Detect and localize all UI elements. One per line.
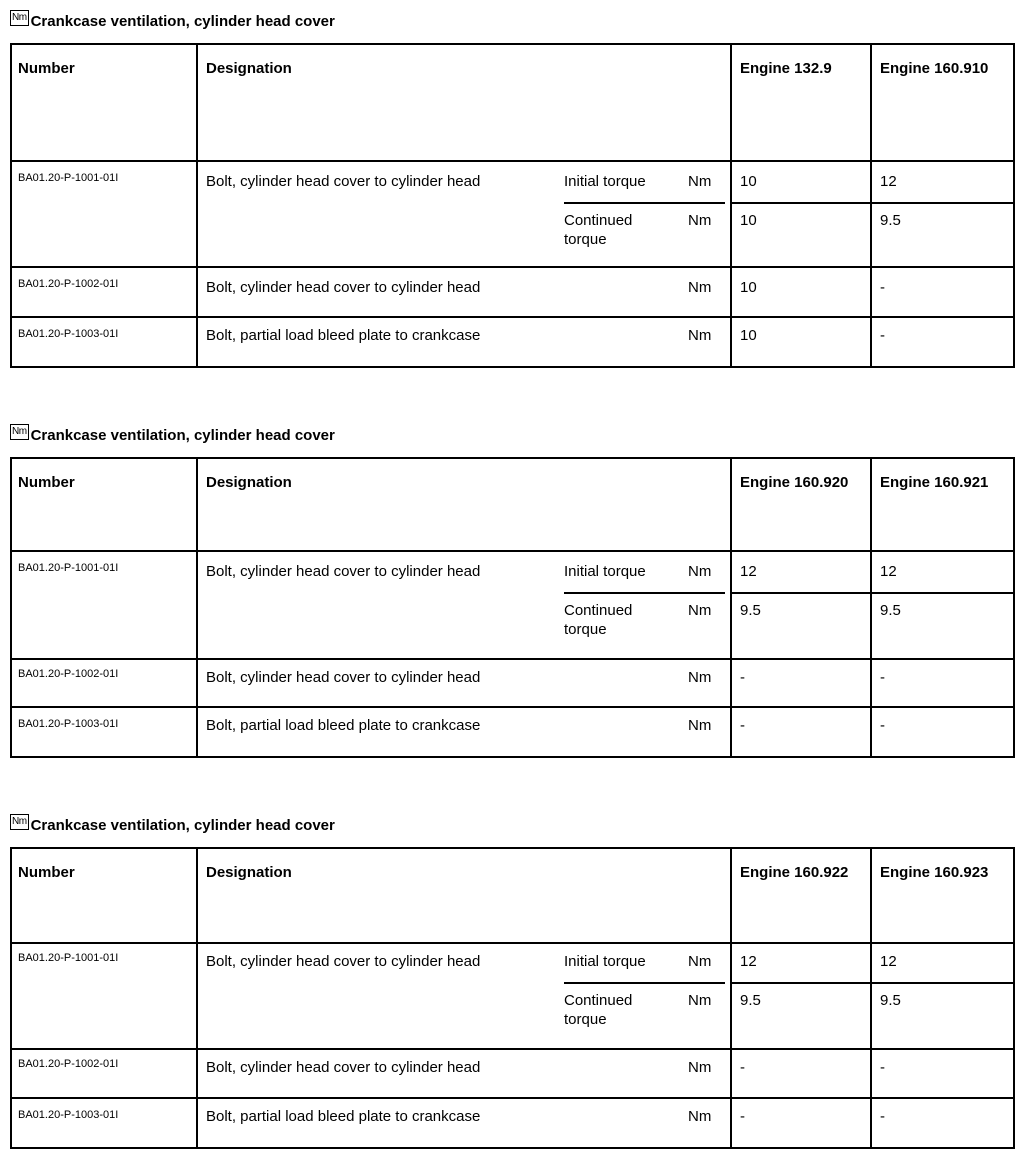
- row-value-engine-2: -: [880, 279, 885, 296]
- torque-nm-icon: Nm: [10, 10, 29, 26]
- row-designation: Bolt, cylinder head cover to cylinder head: [206, 953, 481, 970]
- initial-torque-engine-1: 12: [740, 563, 757, 580]
- table-row: [11, 943, 1014, 1049]
- header-engine-1: Engine 160.922: [740, 864, 849, 881]
- row-value-engine-1: -: [740, 1108, 745, 1125]
- row-number: BA01.20-P-1002-01I: [18, 1058, 119, 1070]
- section-title-text: Crankcase ventilation, cylinder head cover: [30, 816, 335, 834]
- continued-torque-unit: Nm: [688, 592, 725, 652]
- row-designation: Bolt, cylinder head cover to cylinder head: [206, 173, 481, 190]
- row-number: BA01.20-P-1003-01I: [18, 1109, 119, 1121]
- header-engine-1: Engine 132.9: [740, 60, 832, 77]
- row-unit: Nm: [688, 1108, 712, 1125]
- row-number: BA01.20-P-1002-01I: [18, 668, 119, 680]
- header-number: Number: [18, 60, 75, 77]
- continued-torque-unit: Nm: [688, 982, 725, 1042]
- row-value-engine-2: -: [880, 1108, 885, 1125]
- row-value-engine-2: -: [880, 1059, 885, 1076]
- continued-torque-unit: Nm: [688, 202, 725, 260]
- row-value-engine-2: -: [880, 717, 885, 734]
- table-row: [11, 161, 1014, 267]
- initial-torque-engine-1: 10: [740, 173, 757, 190]
- initial-torque-label: Initial torque: [564, 173, 646, 190]
- continued-torque-label: Continued torque: [564, 202, 688, 260]
- row-unit: Nm: [688, 669, 712, 686]
- row-value-engine-1: -: [740, 1059, 745, 1076]
- row-designation: Bolt, partial load bleed plate to crankcase: [206, 1108, 481, 1125]
- initial-torque-unit: Nm: [688, 173, 712, 190]
- row-number: BA01.20-P-1003-01I: [18, 718, 119, 730]
- continued-torque-engine-2: 9.5: [872, 592, 1013, 620]
- table-row: [11, 1049, 1014, 1098]
- continued-torque-engine-2: 9.5: [872, 202, 1013, 230]
- header-engine-2: Engine 160.923: [880, 864, 989, 881]
- header-engine-1: Engine 160.920: [740, 474, 849, 491]
- row-value-engine-1: 10: [740, 279, 757, 296]
- continued-torque-engine-1: 10: [732, 202, 870, 230]
- table-row: [11, 659, 1014, 707]
- table-row: [11, 317, 1014, 367]
- section-title: [10, 814, 335, 836]
- row-unit: Nm: [688, 717, 712, 734]
- row-unit: Nm: [688, 327, 712, 344]
- table-header-row: [11, 44, 1014, 161]
- initial-torque-label: Initial torque: [564, 563, 646, 580]
- row-designation: Bolt, partial load bleed plate to crankcase: [206, 327, 481, 344]
- table-header-row: [11, 458, 1014, 551]
- row-designation: Bolt, cylinder head cover to cylinder head: [206, 669, 481, 686]
- initial-torque-engine-2: 12: [880, 953, 897, 970]
- table-row: [11, 1098, 1014, 1148]
- torque-nm-icon: Nm: [10, 424, 29, 440]
- initial-torque-engine-2: 12: [880, 563, 897, 580]
- continued-torque-engine-1: 9.5: [732, 982, 870, 1010]
- table-row: [11, 707, 1014, 757]
- torque-table: [10, 457, 1015, 758]
- row-value-engine-1: -: [740, 717, 745, 734]
- row-unit: Nm: [688, 1059, 712, 1076]
- initial-torque-unit: Nm: [688, 953, 712, 970]
- header-designation: Designation: [206, 474, 292, 491]
- header-designation: Designation: [206, 864, 292, 881]
- continued-torque-label: Continued torque: [564, 592, 688, 652]
- row-number: BA01.20-P-1001-01I: [18, 952, 119, 964]
- table-header-row: [11, 848, 1014, 943]
- row-unit: Nm: [688, 279, 712, 296]
- section-title: [10, 424, 335, 446]
- row-value-engine-1: -: [740, 669, 745, 686]
- initial-torque-engine-1: 12: [740, 953, 757, 970]
- header-number: Number: [18, 474, 75, 491]
- header-designation: Designation: [206, 60, 292, 77]
- header-engine-2: Engine 160.910: [880, 60, 989, 77]
- row-designation: Bolt, cylinder head cover to cylinder head: [206, 563, 481, 580]
- row-number: BA01.20-P-1001-01I: [18, 172, 119, 184]
- continued-torque-engine-1: 9.5: [732, 592, 870, 620]
- continued-torque-engine-2: 9.5: [872, 982, 1013, 1010]
- header-number: Number: [18, 864, 75, 881]
- section-title-text: Crankcase ventilation, cylinder head cover: [30, 12, 335, 30]
- initial-torque-unit: Nm: [688, 563, 712, 580]
- row-value-engine-1: 10: [740, 327, 757, 344]
- torque-table: [10, 847, 1015, 1149]
- row-value-engine-2: -: [880, 669, 885, 686]
- row-designation: Bolt, cylinder head cover to cylinder head: [206, 279, 481, 296]
- row-number: BA01.20-P-1001-01I: [18, 562, 119, 574]
- table-row: [11, 267, 1014, 317]
- row-designation: Bolt, partial load bleed plate to crankcase: [206, 717, 481, 734]
- torque-nm-icon: Nm: [10, 814, 29, 830]
- section-title: [10, 10, 335, 32]
- row-number: BA01.20-P-1003-01I: [18, 328, 119, 340]
- row-value-engine-2: -: [880, 327, 885, 344]
- row-designation: Bolt, cylinder head cover to cylinder head: [206, 1059, 481, 1076]
- torque-table: [10, 43, 1015, 368]
- initial-torque-engine-2: 12: [880, 173, 897, 190]
- table-row: [11, 551, 1014, 659]
- initial-torque-label: Initial torque: [564, 953, 646, 970]
- continued-torque-label: Continued torque: [564, 982, 688, 1042]
- header-engine-2: Engine 160.921: [880, 474, 989, 491]
- row-number: BA01.20-P-1002-01I: [18, 278, 119, 290]
- section-title-text: Crankcase ventilation, cylinder head cover: [30, 426, 335, 444]
